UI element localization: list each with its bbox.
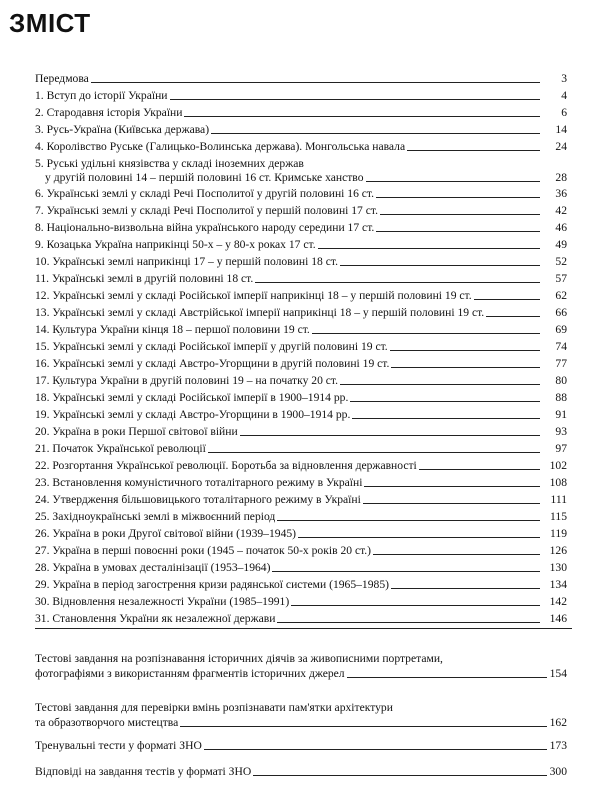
leader-line (486, 316, 540, 317)
leader-line (91, 82, 540, 83)
entry-title: 10. Українські землі наприкінці 17 – у першій половині 18 ст. (35, 255, 338, 268)
entry-page: 66 (555, 306, 567, 319)
leader-line (170, 99, 541, 100)
leader-line (180, 726, 546, 727)
entry-page: 69 (555, 323, 567, 336)
entry-title: 18. Українські землі у складі Російської імперії в 1900–1914 рр. (35, 391, 349, 404)
toc-entry[interactable] (35, 340, 567, 354)
leader-line (366, 181, 541, 182)
entry-page: 93 (555, 425, 567, 438)
toc-entry[interactable] (35, 123, 567, 137)
toc-entry[interactable] (35, 89, 567, 103)
leader-line (184, 116, 540, 117)
leader-line (376, 197, 540, 198)
test-title-line2: фотографіями з використанням фрагментів історичних джерел (35, 667, 345, 680)
test-page: 162 (549, 716, 567, 729)
toc-entry[interactable] (35, 140, 567, 154)
entry-page: 36 (555, 187, 567, 200)
leader-line (352, 418, 540, 419)
toc-entry[interactable] (35, 157, 567, 185)
leader-line (204, 749, 547, 750)
leader-line (419, 469, 540, 470)
leader-line (474, 299, 540, 300)
toc-entry[interactable] (35, 289, 567, 303)
entry-title: 26. Україна в роки Другої світової війни (1939–1945) (35, 527, 297, 540)
entry-page: 119 (550, 527, 567, 540)
leader-line (390, 350, 540, 351)
entry-title: Передмова (35, 72, 89, 85)
entry-title: 17. Культура України в другій половині 19 – на початку 20 ст. (35, 374, 339, 387)
toc-entry[interactable] (35, 493, 567, 507)
entry-title: 30. Відновлення незалежності України (1985–1991) (35, 595, 290, 608)
leader-line (391, 588, 540, 589)
entry-title (35, 157, 364, 185)
leader-line (391, 367, 540, 368)
entry-title-line2: у другій половині 14 – першій половині 16 ст. Кримське ханство (45, 171, 364, 184)
entry-page: 74 (555, 340, 567, 353)
toc-entry[interactable] (35, 408, 567, 422)
leader-line (272, 571, 540, 572)
test-title-line1: Тестові завдання на розпізнавання історичних діячів за живописними портретами, (35, 652, 443, 665)
toc-entry[interactable] (35, 374, 567, 388)
entry-title: 14. Культура України кінця 18 – першої половини 19 ст. (35, 323, 310, 336)
test-title-line1: Тестові завдання для перевірки вмінь розпізнавати пам'ятки архітектури (35, 701, 393, 714)
leader-line (363, 503, 540, 504)
entry-title: 1. Вступ до історії України (35, 89, 168, 102)
entry-title: 16. Українські землі у складі Австро-Угорщини в другій половині 19 ст. (35, 357, 390, 370)
entry-page: 134 (549, 578, 567, 591)
entry-page: 115 (550, 510, 567, 523)
entry-page: 91 (555, 408, 567, 421)
entry-title: 21. Початок Української революції (35, 442, 206, 455)
entry-title: 11. Українські землі в другій половині 18 ст. (35, 272, 254, 285)
entry-title: 19. Українські землі у складі Австро-Угорщини в 1900–1914 рр. (35, 408, 351, 421)
toc-entry[interactable] (35, 204, 567, 218)
leader-line (298, 537, 540, 538)
leader-line (318, 248, 540, 249)
entry-title: 22. Розгортання Української революції. Боротьба за відновлення державності (35, 459, 417, 472)
entry-title: 27. Україна в перші повоєнні роки (1945 – початок 50-х років 20 ст.) (35, 544, 372, 557)
leader-line (407, 150, 540, 151)
test-page: 154 (549, 667, 567, 680)
test-section-entry[interactable] (35, 738, 567, 753)
leader-line (312, 333, 540, 334)
entry-title: 7. Українські землі у складі Речі Посполитої у першій половині 17 ст. (35, 204, 378, 217)
entry-page: 142 (549, 595, 567, 608)
leader-line (380, 214, 540, 215)
entry-title: 3. Русь-Україна (Київська держава) (35, 123, 210, 136)
entry-title: 29. Україна в період загострення кризи радянської системи (1965–1985) (35, 578, 389, 591)
leader-line (364, 486, 540, 487)
entry-title: 9. Козацька Україна наприкінці 50-х – у 80-х роках 17 ст. (35, 238, 316, 251)
entry-title: 20. Україна в роки Першої світової війни (35, 425, 238, 438)
entry-title: 25. Західноукраїнські землі в міжвоєнний період (35, 510, 276, 523)
entry-page: 130 (549, 561, 567, 574)
entry-page: 88 (555, 391, 567, 404)
toc-entry[interactable] (35, 578, 567, 592)
leader-line (240, 435, 540, 436)
entry-page: 4 (561, 89, 567, 102)
entry-page: 6 (561, 106, 567, 119)
toc-entry[interactable] (35, 527, 567, 541)
test-title: Відповіді на завдання тестів у форматі ЗНО (35, 765, 252, 778)
test-section-entry[interactable] (35, 764, 567, 779)
toc-entry[interactable] (35, 106, 567, 120)
entry-page: 14 (555, 123, 567, 136)
entry-page: 42 (555, 204, 567, 217)
test-section-entry[interactable] (35, 700, 567, 730)
entry-title: 31. Становлення України як незалежної держави (35, 612, 276, 625)
toc-entry[interactable] (35, 561, 567, 575)
leader-line (253, 775, 546, 776)
toc-entry[interactable] (35, 595, 567, 609)
entry-page: 52 (555, 255, 567, 268)
entry-page: 102 (549, 459, 567, 472)
toc-entry[interactable] (35, 238, 567, 252)
entry-page: 57 (555, 272, 567, 285)
toc-entry[interactable] (35, 255, 567, 269)
entry-title: 12. Українські землі у складі Російської імперії наприкінці 18 – у першій половині 19 ст. (35, 289, 472, 302)
leader-line (350, 401, 540, 402)
leader-line (340, 265, 540, 266)
leader-line (373, 554, 540, 555)
toc-entry[interactable] (35, 221, 567, 235)
entry-title: 13. Українські землі у складі Австрійської імперії наприкінці 18 – у першій половині 19 ст. (35, 306, 485, 319)
toc-entry[interactable] (35, 442, 567, 456)
toc-entry[interactable] (35, 425, 567, 439)
leader-line (376, 231, 540, 232)
entry-title: 8. Національно-визвольна війна українського народу середини 17 ст. (35, 221, 375, 234)
toc-entry[interactable] (35, 72, 567, 86)
entry-title-line1: 5. Руські удільні князівства у складі іноземних держав (35, 157, 304, 170)
entry-title: 6. Українські землі у складі Речі Посполитої у другій половині 16 ст. (35, 187, 375, 200)
entry-title: 28. Україна в умовах десталінізації (1953–1964) (35, 561, 271, 574)
leader-line (211, 133, 540, 134)
toc-entry[interactable] (35, 510, 567, 524)
toc-entry[interactable] (35, 306, 567, 320)
test-page: 173 (549, 739, 567, 752)
toc-entry[interactable] (35, 459, 567, 473)
entry-title: 4. Королівство Руське (Галицько-Волинська держава). Монгольська навала (35, 140, 406, 153)
toc-entry[interactable] (35, 612, 567, 626)
entry-title: 2. Стародавня історія України (35, 106, 183, 119)
page-title: ЗМІСТ (9, 8, 91, 38)
entry-page: 126 (549, 544, 567, 557)
leader-line (277, 622, 540, 623)
leader-line (255, 282, 540, 283)
leader-line (277, 520, 540, 521)
test-title: Тренувальні тести у форматі ЗНО (35, 739, 202, 752)
test-title-line2: та образотворчого мистецтва (35, 716, 179, 729)
entry-page: 111 (550, 493, 567, 506)
entry-title: 24. Утвердження більшовицького тоталітарного режиму в Україні (35, 493, 361, 506)
leader-line (340, 384, 540, 385)
entry-page: 97 (555, 442, 567, 455)
leader-line (347, 677, 547, 678)
toc-entry[interactable] (35, 476, 567, 490)
test-page: 300 (549, 765, 567, 778)
entry-page: 24 (555, 140, 567, 153)
entry-title: 23. Встановлення комуністичного тоталітарного режиму в Україні (35, 476, 363, 489)
entry-page: 28 (555, 171, 567, 184)
leader-line (208, 452, 540, 453)
toc-entry[interactable] (35, 391, 567, 405)
leader-line (291, 605, 540, 606)
toc-entry[interactable] (35, 357, 567, 371)
entry-page: 108 (549, 476, 567, 489)
entry-page: 146 (549, 612, 567, 625)
toc-entry[interactable] (35, 323, 567, 337)
entry-page: 77 (555, 357, 567, 370)
entry-title: 15. Українські землі у складі Російської імперії у другій половині 19 ст. (35, 340, 388, 353)
entry-page: 80 (555, 374, 567, 387)
entry-page: 46 (555, 221, 567, 234)
toc-entry[interactable] (35, 187, 567, 201)
entry-page: 3 (561, 72, 567, 85)
section-divider (35, 628, 572, 629)
toc-entry[interactable] (35, 272, 567, 286)
entry-page: 49 (555, 238, 567, 251)
test-section-entry[interactable] (35, 651, 567, 681)
entry-page: 62 (555, 289, 567, 302)
toc-entry[interactable] (35, 544, 567, 558)
